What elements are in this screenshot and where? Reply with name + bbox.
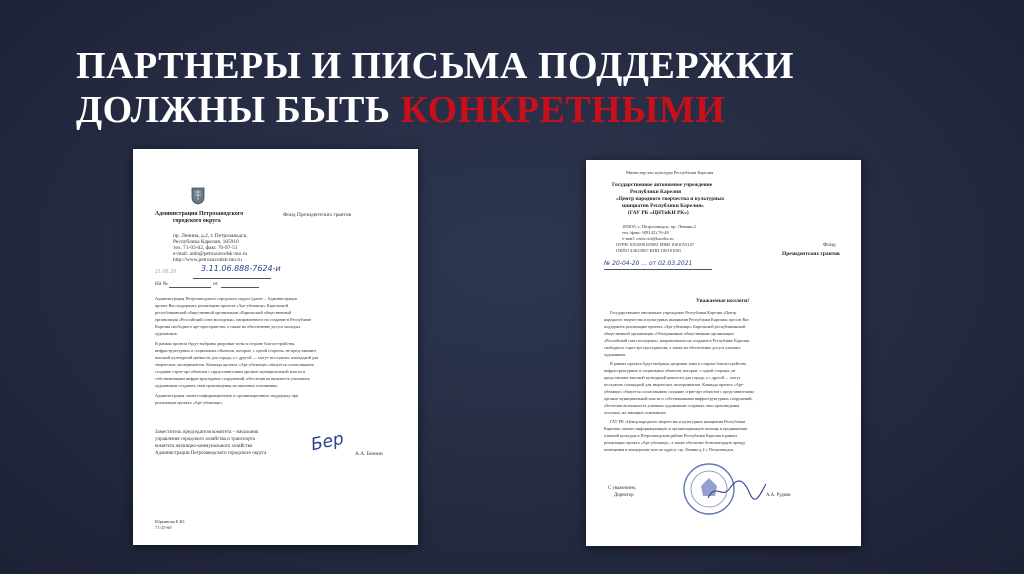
letter2-address-line: e-mail: centr.cnt@karelia.ru	[622, 236, 674, 241]
letter1-signer-name: А.А. Бевзин	[355, 451, 383, 457]
letter2-org-line: «Центр народного творчества и культурных	[616, 196, 725, 202]
letter2-body-line: народного творчества и культурных инициатив Республики Карелия» просит Вас	[604, 317, 750, 322]
support-letter-culture-center	[586, 160, 861, 546]
letter1-ref-underline	[169, 287, 211, 288]
letter1-body-line: творческих экспериментов. Команда проекта «Арт-убежище» обязуется согласовывать	[155, 362, 314, 367]
letter1-body-line: создание стрит-арт объектов с представителями органов муниципальной власти и	[155, 369, 306, 374]
letter2-org-line: Республики Карелия	[630, 189, 682, 195]
letter1-footer-line: Юрьянова Е.Ю.	[155, 519, 186, 524]
letter2-date-ref: № 20-04-20 ... от 02.03.2021	[604, 260, 693, 267]
letter1-body-line: республиканской общественной организации «Карельский общественный	[155, 310, 291, 315]
letter2-body-line: поддержать реализацию проекта «Арт-убежище» Карельской республиканской	[604, 324, 746, 329]
letter1-body-line: высокой культурной ценности для города, а с другой — могут послужить площадкой для	[155, 355, 319, 360]
letter2-body-line: Карелия» окажет информационную и организационную помощь в продвижении	[604, 426, 748, 431]
letter1-signer-position: комитета жилищно-коммунального хозяйства	[155, 444, 253, 449]
letter1-body-line: В рамках проекта будут выбраны дворовые зоны в стороне благоустройства,	[155, 341, 296, 346]
letter2-body-line: свободного стрит-арт пространства, а также на обеспечение досуга уличных	[604, 345, 741, 350]
signature-icon	[706, 478, 768, 504]
letter1-body-line: реализации проекта «Арт-убежище».	[155, 400, 224, 405]
letter2-body-line: ГАУ РК «Центр народного творчества и культурных инициатив Республики	[610, 419, 746, 424]
letter1-signer-position: управления городского хозяйства и транспорта	[155, 437, 255, 442]
title-line-2-prefix: ДОЛЖНЫ БЫТЬ	[76, 89, 401, 131]
letter2-body-line: уличной культуры в Петрозаводском районе Республики Карелия в рамках	[604, 433, 738, 438]
letter1-footer-line: 71-25-60	[155, 525, 172, 530]
title-line-1: ПАРТНЕРЫ И ПИСЬМА ПОДДЕРЖКИ	[76, 45, 794, 87]
letter2-addressee-line1: Фонд	[823, 242, 836, 248]
letter2-body-line: органов муниципальной власти и собственниками инфраструктурных сооружений,	[604, 396, 753, 401]
letter2-signer-name: А.А. Рудков	[766, 493, 791, 498]
letter2-body-line: инфраструктурных и социальных объектов, которые, с одной стороны, не	[604, 368, 736, 373]
support-letter-administration	[133, 149, 418, 545]
letter1-signer-position: Заместитель председателя комитета – начальник	[155, 430, 259, 435]
letter2-header-top: Министерство культуры Республики Карелия	[626, 170, 714, 175]
letter1-signature: Бер	[309, 428, 346, 456]
letter2-org-line: Государственное автономное учреждение	[612, 182, 713, 188]
letter1-body-line: Администрация Петрозаводского городского округа (далее – Администрация	[155, 296, 297, 301]
letter1-body-line: Карелия свободного арт-пространства, а также на обеспечение досуга молодых	[155, 324, 301, 329]
letter2-body-line: реализации проекта «Арт-убежище», а также обеспечит безвозмездную аренду	[604, 440, 746, 445]
letter2-signer-position: Директор	[614, 493, 634, 498]
letter2-closing: С уважением,	[608, 486, 637, 491]
letter1-address-line: e-mail: adm@petrozavodsk-mo.ru	[173, 251, 248, 257]
letter1-signer-position: Администрации Петрозаводского городского округа	[155, 451, 267, 456]
letter1-body-line: инфраструктурных и социальных объектов, которые, с одной стороны, не представляют	[155, 348, 317, 353]
letter2-address-line: 185035, г. Петрозаводск, пр. Ленина,2	[622, 224, 696, 229]
letter1-ref-from-underline	[221, 287, 259, 288]
letter1-body-line: художников.	[155, 331, 178, 336]
letter1-address-line: http://www.petrozavodsk-mo.ru	[173, 257, 242, 263]
letter2-org-line: инициатив Республики Карелия»	[622, 203, 704, 209]
letter2-body-line: Государственное автономное учреждение Республики Карелия «Центр	[610, 310, 737, 315]
letter2-date-underline	[604, 269, 712, 270]
letter1-body-line: художникам создавать свои произведения на законных основаниях.	[155, 383, 279, 388]
letter1-org-line2: городского округа	[173, 218, 221, 224]
letter2-address-line: ОГРН 1051000185081 ИНН 1001053147	[616, 242, 695, 247]
letter1-number-underline	[193, 278, 271, 279]
letter2-body-line: послужить площадкой для творческих экспериментов. Команда проекта «Арт-	[604, 382, 745, 387]
letter2-body-line: «Российский союз молодежи», направленного на создание в Республике Карелия	[604, 338, 749, 343]
letter1-outgoing-number: 3.11.06.888-7624-и	[201, 264, 281, 273]
letter1-org-line1: Администрация Петрозаводского	[155, 211, 244, 217]
letter1-body-line: организация «Российский союз молодежи», направленного на создание в Республике	[155, 317, 312, 322]
letter2-body-line: художников.	[604, 352, 627, 357]
letter1-address-line: Республика Карелия, 185910	[173, 239, 239, 245]
coat-of-arms-icon	[191, 187, 205, 205]
letter2-body-line: общественной организации «Объединенные общественные организации	[604, 331, 734, 336]
letter2-body-line: легально, на законных основаниях.	[604, 410, 667, 415]
letter2-address-line: ОКПО 43613857 КПП 100101001	[616, 248, 682, 253]
slide-title	[76, 44, 794, 132]
letter2-body-line: убежище» обязуется согласовывать создание стрит-арт объектов с представителями	[604, 389, 754, 394]
letter1-ref-from: от	[213, 281, 218, 287]
letter2-greeting: Уважаемые коллеги!	[696, 298, 750, 304]
letter2-body-line: обеспечив возможность уличным художникам создавать свои произведения	[604, 403, 740, 408]
letter1-address-line: пр. Ленина, д.2, г. Петрозаводск,	[173, 233, 248, 239]
letter1-address-line: тел. 71-03-02, факс 76-97-51	[173, 245, 238, 251]
letter1-body-line: проект Вы поддержать реализацию проекта «Арт-убежище» Карельской	[155, 303, 288, 308]
letter1-body-line: Администрация окажет информационную и организационную поддержку при	[155, 393, 299, 398]
letter2-body-line: представляют высокой культурной ценности для города, а с другой — могут	[604, 375, 741, 380]
letter1-body-line: собственниками инфраструктурных сооружений, обеспечив возможность учитывать	[155, 376, 310, 381]
letter2-addressee-line2: Президентских грантов	[782, 251, 840, 257]
title-line-2-accent: КОНКРЕТНЫМИ	[400, 89, 726, 131]
letter1-date-stamp: 21.08.20	[155, 269, 176, 275]
letter1-ref-label: На №	[155, 281, 168, 287]
letter1-addressee: Фонд Президентских грантов	[283, 212, 352, 218]
letter2-address-line: тел./факс: 8(8142) 76-48	[622, 230, 669, 235]
letter2-body-line: В рамках проекта будут выбраны дворовые зоны в стороне благоустройства,	[610, 361, 747, 366]
letter2-body-line: помещения в концертном зале по адресу: пр. Ленина д.2 г. Петрозаводск.	[604, 447, 735, 452]
letter2-org-line: (ГАУ РК «ЦНТиКИ РК»)	[628, 210, 689, 216]
